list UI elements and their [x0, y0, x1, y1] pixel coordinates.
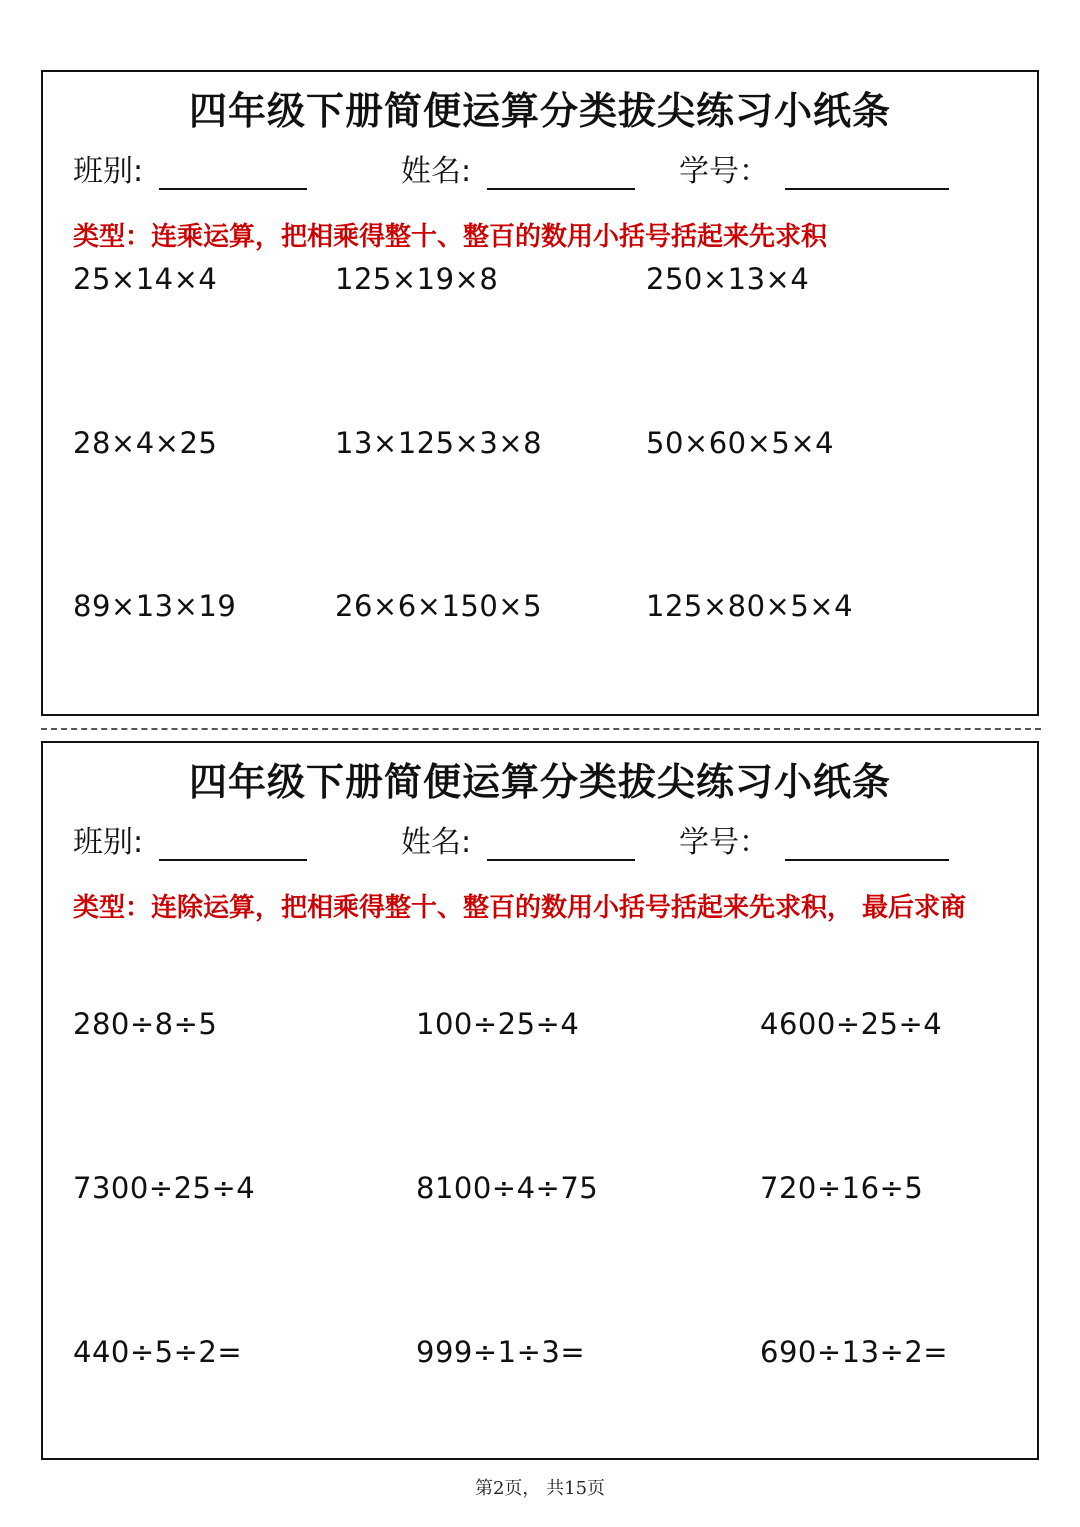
problem: 50×60×5×4 [646, 426, 835, 460]
task-instruction: 类型：连除运算，把相乘得整十、整百的数用小括号括起来先求积， 最后求商 [73, 893, 967, 923]
problem: 280÷8÷5 [73, 1007, 218, 1041]
class-label: 班别: [73, 154, 144, 189]
slip-title: 四年级下册简便运算分类拔尖练习小纸条 [188, 760, 891, 804]
class-blank[interactable] [159, 829, 307, 861]
student-number-blank[interactable] [785, 158, 949, 190]
problem: 25×14×4 [73, 262, 218, 296]
student-number-field [679, 821, 949, 861]
problem: 440÷5÷2= [73, 1335, 243, 1369]
problem: 89×13×19 [73, 589, 237, 623]
practice-slip-2 [41, 741, 1039, 1460]
class-field [73, 150, 307, 190]
problem: 8100÷4÷75 [416, 1171, 599, 1205]
problem: 13×125×3×8 [335, 426, 543, 460]
task-instruction: 类型：连乘运算，把相乘得整十、整百的数用小括号括起来先求积 [73, 222, 828, 252]
problem: 125×19×8 [335, 262, 499, 296]
name-label: 姓名: [401, 825, 472, 860]
student-number-label: 学号： [679, 825, 769, 860]
problem: 4600÷25÷4 [760, 1007, 943, 1041]
student-info-row [73, 150, 1007, 190]
class-label: 班别: [73, 825, 144, 860]
class-field [73, 821, 307, 861]
class-blank[interactable] [159, 158, 307, 190]
problem: 690÷13÷2= [760, 1335, 949, 1369]
problem: 125×80×5×4 [646, 589, 854, 623]
problem: 26×6×150×5 [335, 589, 543, 623]
problem: 720÷16÷5 [760, 1171, 924, 1205]
student-number-field [679, 150, 949, 190]
slip-title: 四年级下册简便运算分类拔尖练习小纸条 [188, 89, 891, 133]
name-field [401, 821, 635, 861]
student-number-blank[interactable] [785, 829, 949, 861]
page-footer: 第2页， 共15页 [474, 1478, 606, 1499]
problem: 7300÷25÷4 [73, 1171, 256, 1205]
name-blank[interactable] [487, 158, 635, 190]
problem: 28×4×25 [73, 426, 218, 460]
name-blank[interactable] [487, 829, 635, 861]
problem: 999÷1÷3= [416, 1335, 586, 1369]
name-field [401, 150, 635, 190]
problem: 100÷25÷4 [416, 1007, 580, 1041]
cut-line [41, 728, 1041, 730]
name-label: 姓名: [401, 154, 472, 189]
problem: 250×13×4 [646, 262, 810, 296]
practice-slip-1 [41, 70, 1039, 716]
student-number-label: 学号： [679, 154, 769, 189]
student-info-row [73, 821, 1007, 861]
